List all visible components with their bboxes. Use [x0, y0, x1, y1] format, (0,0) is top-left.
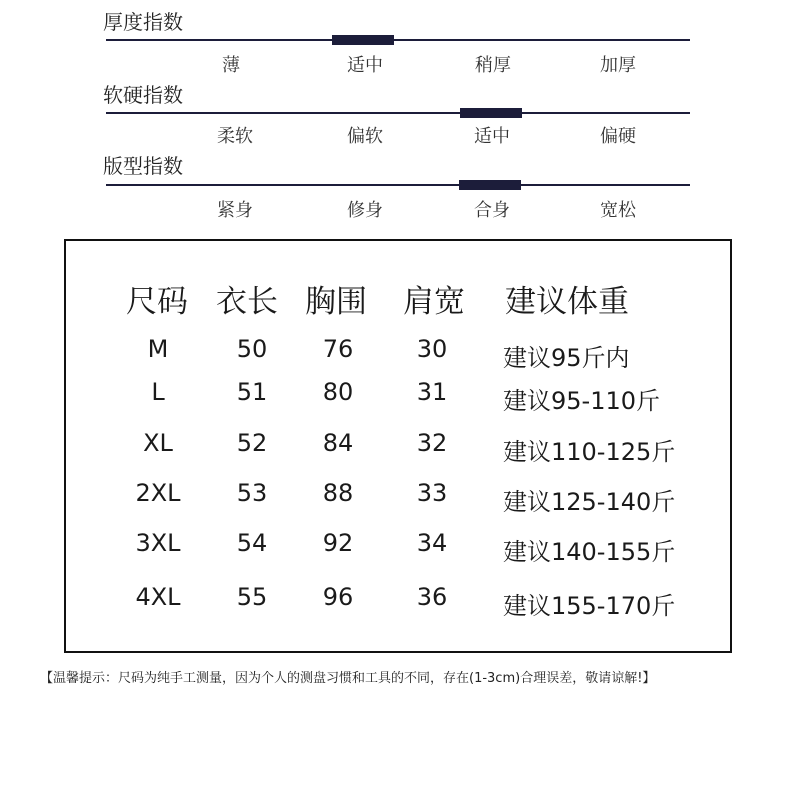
thickness-index-marker — [332, 35, 394, 45]
cell-shoulder: 33 — [416, 479, 448, 507]
cell-size: 4XL — [135, 583, 181, 611]
thickness-label-3: 加厚 — [600, 55, 636, 76]
cell-shoulder: 34 — [416, 529, 448, 557]
cell-length: 50 — [236, 335, 268, 363]
fit-label-0: 紧身 — [217, 200, 253, 221]
fit-index-line — [106, 184, 690, 186]
softness-label-3: 偏硬 — [600, 126, 636, 147]
cell-length: 52 — [236, 429, 268, 457]
fit-label-1: 修身 — [347, 200, 383, 221]
softness-label-0: 柔软 — [217, 126, 253, 147]
cell-chest: 96 — [322, 583, 354, 611]
cell-chest: 76 — [322, 335, 354, 363]
cell-shoulder: 30 — [416, 335, 448, 363]
header-chest: 胸围 — [305, 284, 367, 320]
thickness-label-1: 适中 — [347, 55, 383, 76]
cell-weight: 建议95-110斤 — [503, 387, 661, 415]
cell-chest: 80 — [322, 378, 354, 406]
cell-weight: 建议110-125斤 — [503, 438, 676, 466]
header-weight: 建议体重 — [505, 284, 629, 320]
header-shoulder: 肩宽 — [403, 284, 465, 320]
softness-label-1: 偏软 — [347, 126, 383, 147]
fit-label-2: 合身 — [474, 200, 510, 221]
thickness-label-0: 薄 — [222, 55, 240, 76]
cell-shoulder: 36 — [416, 583, 448, 611]
cell-weight: 建议140-155斤 — [503, 538, 676, 566]
cell-size: M — [147, 335, 169, 363]
softness-index-line — [106, 112, 690, 114]
cell-size: L — [151, 378, 165, 406]
cell-shoulder: 31 — [416, 378, 448, 406]
cell-chest: 84 — [322, 429, 354, 457]
thickness-label-2: 稍厚 — [475, 55, 511, 76]
cell-length: 51 — [236, 378, 268, 406]
cell-size: 2XL — [135, 479, 181, 507]
cell-length: 53 — [236, 479, 268, 507]
fit-index-title: 版型指数 — [103, 154, 183, 178]
thickness-index-line — [106, 39, 690, 41]
header-size: 尺码 — [126, 284, 188, 320]
fit-label-3: 宽松 — [600, 200, 636, 221]
cell-size: XL — [143, 429, 173, 457]
thickness-index-title: 厚度指数 — [103, 10, 183, 34]
measurement-note: 【温馨提示：尺码为纯手工测量，因为个人的测盘习惯和工具的不同，存在(1-3cm)合理误差，敬请谅解!】 — [40, 671, 656, 686]
fit-index-marker — [459, 180, 521, 190]
cell-chest: 92 — [322, 529, 354, 557]
cell-weight: 建议125-140斤 — [503, 488, 676, 516]
header-length: 衣长 — [216, 284, 278, 320]
cell-size: 3XL — [135, 529, 181, 557]
cell-length: 55 — [236, 583, 268, 611]
cell-chest: 88 — [322, 479, 354, 507]
softness-index-title: 软硬指数 — [103, 83, 183, 107]
cell-shoulder: 32 — [416, 429, 448, 457]
softness-label-2: 适中 — [474, 126, 510, 147]
cell-weight: 建议95斤内 — [503, 344, 630, 372]
softness-index-marker — [460, 108, 522, 118]
cell-weight: 建议155-170斤 — [503, 592, 676, 620]
cell-length: 54 — [236, 529, 268, 557]
